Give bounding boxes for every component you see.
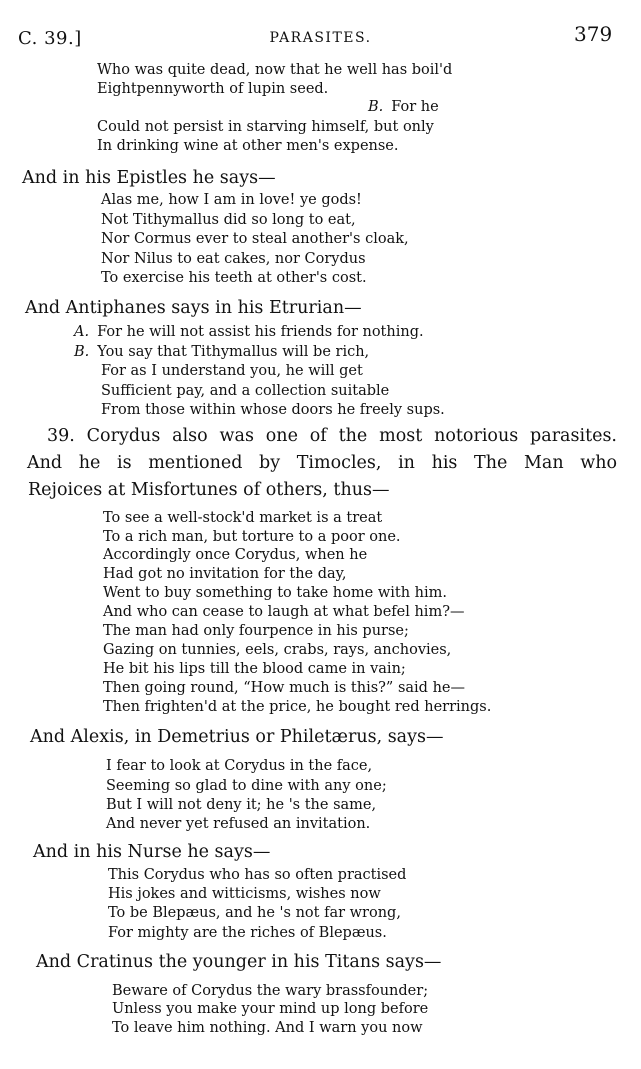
line-text: For as I understand you, he will get xyxy=(101,363,363,379)
verse-line xyxy=(106,779,387,794)
verse-line xyxy=(106,817,370,832)
line-text: 39. Corydus also was one of the most notorious parasites. xyxy=(47,426,617,446)
verse-line xyxy=(103,681,465,696)
verse-line xyxy=(106,798,376,813)
prose-line xyxy=(36,954,441,972)
line-text: He bit his lips till the blood came in vain; xyxy=(103,661,406,677)
verse-line xyxy=(101,403,445,418)
verse-line xyxy=(103,662,406,677)
line-text: And Cratinus the younger in his Titans says— xyxy=(36,952,442,972)
line-text: Had got no invitation for the day, xyxy=(103,566,347,582)
verse-line xyxy=(101,271,367,286)
line-text: His jokes and witticisms, wishes now xyxy=(108,886,381,902)
verse-line xyxy=(101,193,362,208)
line-text: This Corydus who has so often practised xyxy=(108,867,407,883)
verse-line xyxy=(101,232,409,247)
verse-line xyxy=(108,887,381,902)
prose-line xyxy=(33,844,270,862)
verse-line xyxy=(101,364,363,379)
line-text: You say that Tithymallus will be rich, xyxy=(97,344,370,360)
line-text: Sufficient pay, and a collection suitable xyxy=(101,383,390,399)
line-text: Rejoices at Misfortunes of others, thus— xyxy=(28,480,390,500)
verse-line xyxy=(106,759,372,774)
line-text: Nor Nilus to eat cakes, nor Corydus xyxy=(101,251,366,267)
prose-line xyxy=(27,455,617,473)
line-text: Gazing on tunnies, eels, crabs, rays, anchovies, xyxy=(103,642,452,658)
line-text: I fear to look at Corydus in the face, xyxy=(106,758,373,774)
verse-line xyxy=(112,1002,428,1017)
prose-line xyxy=(47,428,617,446)
verse-line xyxy=(74,325,424,340)
verse-line xyxy=(108,906,401,921)
verse-line xyxy=(97,139,399,154)
verse-line xyxy=(368,100,439,115)
verse-line xyxy=(103,548,367,563)
line-text: Went to buy something to take home with him. xyxy=(103,585,447,601)
verse-line xyxy=(103,567,347,582)
line-text: And Antiphanes says in his Etrurian— xyxy=(25,298,362,318)
verse-line xyxy=(103,511,382,526)
line-text: For he xyxy=(391,99,439,115)
verse-line xyxy=(101,213,356,228)
line-text: Then going round, “How much is this?” said he— xyxy=(103,680,465,696)
prose-line xyxy=(28,482,389,500)
speaker-label: B. xyxy=(74,344,90,360)
line-text: To leave him nothing. And I warn you now xyxy=(112,1020,423,1036)
verse-line xyxy=(97,82,328,97)
line-text: The man had only fourpence in his purse; xyxy=(103,623,409,639)
line-text: Accordingly once Corydus, when he xyxy=(103,547,368,563)
line-text: And Alexis, in Demetrius or Philetærus, says— xyxy=(30,727,444,747)
verse-line xyxy=(103,586,447,601)
line-text: But I will not deny it; he 's the same, xyxy=(106,797,377,813)
prose-line xyxy=(25,300,362,318)
page-number: 379 xyxy=(574,22,613,46)
verse-line xyxy=(103,700,491,715)
verse-line xyxy=(108,926,387,941)
line-text: In drinking wine at other men's expense. xyxy=(97,138,399,154)
line-text: For mighty are the riches of Blepæus. xyxy=(108,925,387,941)
line-text: To see a well-stock'd market is a treat xyxy=(103,510,383,526)
line-text: Alas me, how I am in love! ye gods! xyxy=(101,192,362,208)
line-text: Nor Cormus ever to steal another's cloak, xyxy=(101,231,409,247)
verse-line xyxy=(97,120,434,135)
line-text: Could not persist in starving himself, but only xyxy=(97,119,434,135)
line-text: And in his Epistles he says— xyxy=(22,168,276,188)
line-text: And in his Nurse he says— xyxy=(33,842,271,862)
line-text: To a rich man, but torture to a poor one. xyxy=(103,529,401,545)
line-text: Eightpennyworth of lupin seed. xyxy=(97,81,329,97)
speaker-label: A. xyxy=(74,324,90,340)
verse-line xyxy=(103,530,401,545)
speaker-label: B. xyxy=(368,99,384,115)
running-title: PARASITES. xyxy=(269,30,372,46)
prose-line xyxy=(22,170,276,188)
line-text: Then frighten'd at the price, he bought red herrings. xyxy=(103,699,492,715)
line-text: And who can cease to laugh at what befel him?— xyxy=(103,604,465,620)
verse-line xyxy=(112,1021,423,1036)
line-text: And never yet refused an invitation. xyxy=(106,816,371,832)
line-text: From those within whose doors he freely sups. xyxy=(101,402,445,418)
line-text: And he is mentioned by Timocles, in his The Man who xyxy=(27,453,617,473)
line-text: To be Blepæus, and he 's not far wrong, xyxy=(108,905,401,921)
line-text: For he will not assist his friends for nothing. xyxy=(97,324,424,340)
line-text: Unless you make your mind up long before xyxy=(112,1001,429,1017)
verse-line xyxy=(101,252,366,267)
verse-line xyxy=(101,384,389,399)
verse-line xyxy=(103,643,451,658)
verse-line xyxy=(112,984,428,999)
verse-line xyxy=(103,624,409,639)
verse-line xyxy=(97,63,452,78)
prose-line xyxy=(30,729,443,747)
line-text: Seeming so glad to dine with any one; xyxy=(106,778,387,794)
line-text: Not Tithymallus did so long to eat, xyxy=(101,212,356,228)
chapter-reference: C. 39.] xyxy=(18,28,82,49)
verse-line xyxy=(74,345,369,360)
verse-line xyxy=(108,868,406,883)
line-text: Beware of Corydus the wary brassfounder; xyxy=(112,983,429,999)
line-text: To exercise his teeth at other's cost. xyxy=(101,270,367,286)
verse-line xyxy=(103,605,464,620)
line-text: Who was quite dead, now that he well has boil'd xyxy=(97,62,453,78)
